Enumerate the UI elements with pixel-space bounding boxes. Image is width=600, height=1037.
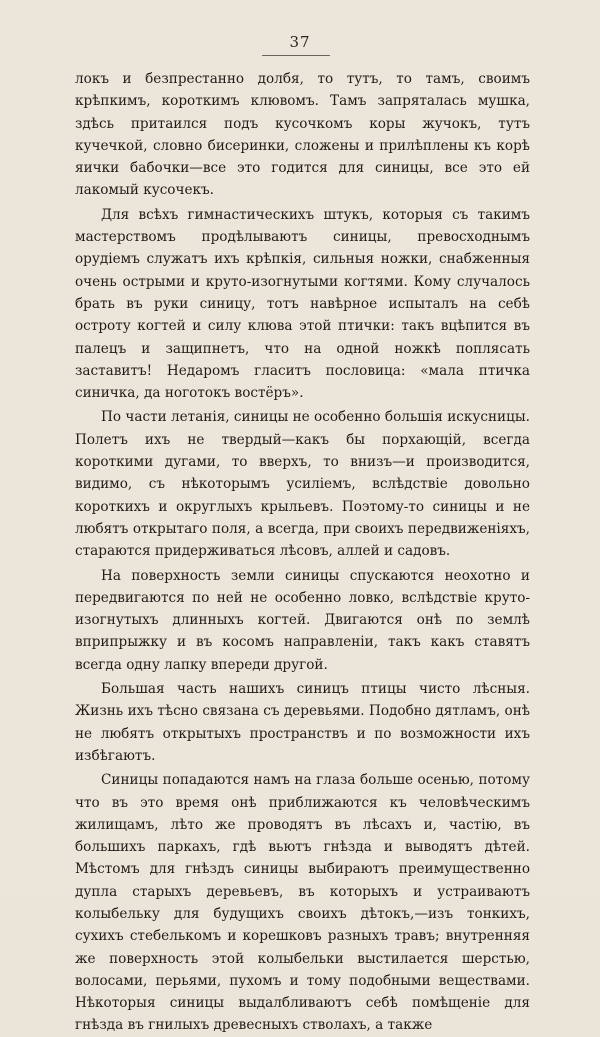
paragraph-4: На поверхность земли синицы спускаются неохотно и передвигаются по ней не особенно ловко, вслѣдствіе круто-изогнутыхъ длинныхъ когтей. Двигаются онѣ по землѣ вприпрыжку и въ косомъ направленіи, такъ какъ ставятъ всегда одну лапку впереди другой. <box>75 567 530 673</box>
paragraph-1: локъ и безпрестанно долбя, то тутъ, то тамъ, своимъ крѣпкимъ, короткимъ клювомъ. Тамъ запряталась мушка, здѣсь притаился подъ кусочкомъ коры жучокъ, тутъ кучечкой, словно бисеринки, сложены и прилѣплены къ корѣ яички бабочки—все это годится для синицы, все это ей лакомый кусочекъ. <box>75 71 530 199</box>
page-number: 37 <box>289 33 311 51</box>
body-text <box>75 68 530 1037</box>
paragraph-3: По части летанія, синицы не особенно большія искусницы. Полетъ ихъ не твердый—какъ бы порхающій, всегда короткими дугами, то вверхъ, то внизъ—и производится, видимо, съ нѣкоторымъ усиліемъ, вслѣдствіе довольно короткихъ и округлыхъ крыльевъ. Поэтому-то синицы и не любятъ открытаго поля, а всегда, при своихъ передвиженіяхъ, стараются придерживаться лѣсовъ, аллей и садовъ. <box>75 409 530 560</box>
paragraph-6: Синицы попадаются намъ на глаза больше осенью, потому что въ это время онѣ приближаются къ человѣческимъ жилищамъ, лѣто же проводятъ въ лѣсахъ и, частію, въ большихъ паркахъ, гдѣ вьютъ гнѣзда и выводятъ дѣтей. Мѣстомъ для гнѣздъ синицы выбираютъ преимущественно дупла старыхъ деревьевъ, въ которыхъ и устраиваютъ колыбельку для будущихъ своихъ дѣтокъ,—изъ тонкихъ, сухихъ стебелькомъ и корешковъ разныхъ травъ; внутренняя же поверхность этой колыбельки выстилается шерстью, волосами, перьями, пухомъ и тому подобными веществами. Нѣкоторыя синицы выдалбливаютъ себѣ помѣщеніе для гнѣзда въ гнилыхъ древесныхъ стволахъ, а также <box>75 772 530 1034</box>
paragraph-2: Для всѣхъ гимнастическихъ штукъ, которыя съ такимъ мастерствомъ продѣлываютъ синицы, превосходнымъ орудіемъ служатъ ихъ крѣпкія, сильныя ножки, снабженныя очень острыми и круто-изогнутыми когтями. Кому случалось брать въ руки синицу, тотъ навѣрное испыталъ на себѣ остроту когтей и силу клюва этой птички: такъ вцѣпится въ палецъ и защипнетъ, что на одной ножкѣ поплясать заставитъ! Недаромъ гласитъ пословица: «мала птичка синичка, да ноготокъ востёръ». <box>75 206 530 402</box>
header-rule <box>262 55 330 56</box>
paragraph-5: Большая часть нашихъ синицъ птицы чисто лѣсныя. Жизнь ихъ тѣсно связана съ деревьями. Подобно дятламъ, онѣ не любятъ открытыхъ пространствъ и по возможности ихъ избѣгаютъ. <box>75 681 530 764</box>
